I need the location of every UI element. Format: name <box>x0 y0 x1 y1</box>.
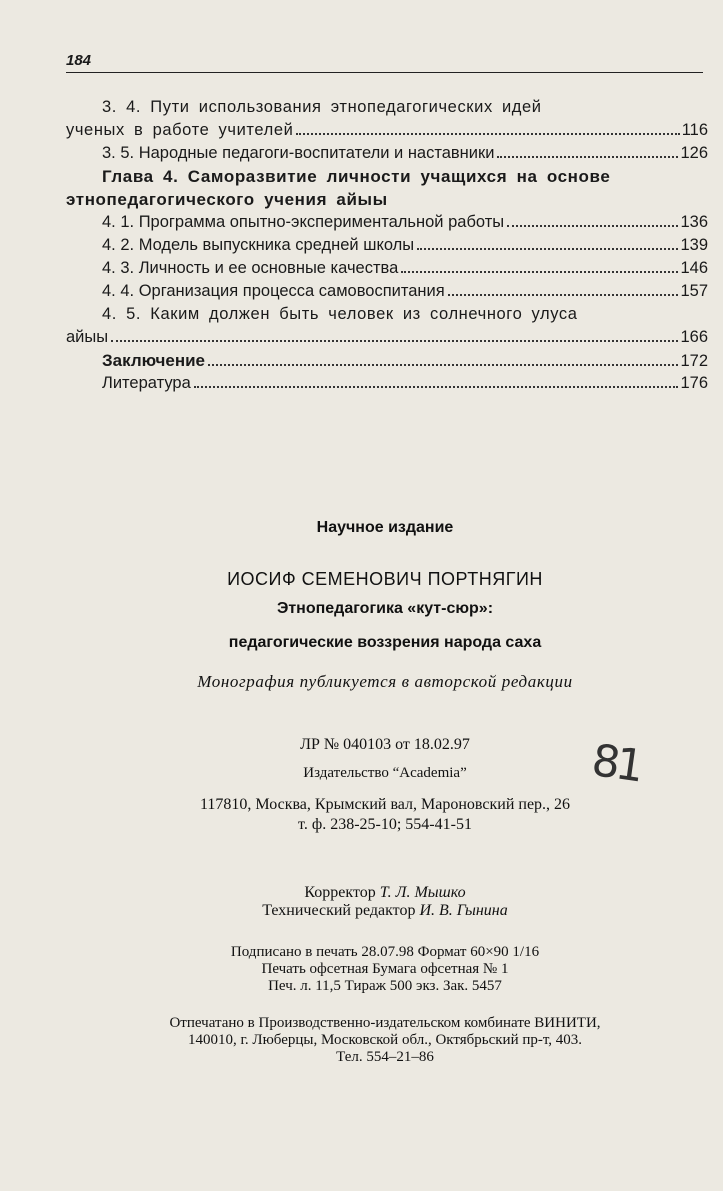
toc-entry-label: 4. 3. Личность и ее основные качества <box>102 259 399 277</box>
printer-line-2: 140010, г. Люберцы, Московской обл., Октябрьский пр-т, 403. <box>187 1032 583 1048</box>
toc-entry-label: 4. 1. Программа опытно-экспериментальной работы <box>102 213 505 231</box>
toc-entry-cont <box>66 326 708 349</box>
tech-editor-label: Технический редактор <box>262 902 416 919</box>
toc-entry-label: 3. 4. Пути использования этнопедагогических идей <box>102 98 542 116</box>
toc-page: 176 <box>680 374 708 392</box>
publisher-name: Издательство “Academia” <box>303 765 467 781</box>
leader-dots <box>448 294 679 296</box>
toc-page: 139 <box>680 236 708 254</box>
toc-entry-label: Заключение <box>102 351 205 370</box>
printer-line-1: Отпечатано в Производственно-издательском комбинате ВИНИТИ, <box>169 1015 601 1031</box>
toc-page: 116 <box>681 121 708 139</box>
leader-dots <box>417 248 678 250</box>
toc-page: 166 <box>680 328 708 346</box>
leader-dots <box>507 225 678 227</box>
toc-entry-label: 4. 2. Модель выпускника средней школы <box>102 236 415 254</box>
toc-page: 146 <box>680 259 708 277</box>
toc-page: 136 <box>680 213 708 231</box>
toc-entry-label: Литература <box>102 374 191 392</box>
toc-entry <box>66 96 708 119</box>
license-number: ЛР № 040103 от 18.02.97 <box>300 736 470 753</box>
toc-entry <box>66 349 708 372</box>
leader-dots <box>401 271 678 273</box>
print-info-3: Печ. л. 11,5 Тираж 500 экз. Зак. 5457 <box>268 978 502 994</box>
toc-chapter-heading <box>66 165 708 188</box>
leader-dots <box>194 386 679 388</box>
printer-phone: Тел. 554–21–86 <box>336 1049 434 1065</box>
toc-entry <box>66 257 708 280</box>
header-rule <box>66 72 703 73</box>
leader-dots <box>497 156 678 158</box>
print-info-2: Печать офсетная Бумага офсетная № 1 <box>261 961 509 977</box>
editorial-note: Монография публикуется в авторской редакции <box>197 672 573 691</box>
toc-entry-label: айыы <box>66 328 109 346</box>
toc-entry <box>66 234 708 257</box>
toc-page: 172 <box>680 352 708 370</box>
toc-entry <box>66 211 708 234</box>
toc-entry <box>66 280 708 303</box>
toc-entry-label: ученых в работе учителей <box>66 121 294 139</box>
toc-entry-label: 4. 5. Каким должен быть человек из солнечного улуса <box>102 305 578 323</box>
print-info-1: Подписано в печать 28.07.98 Формат 60×90 1/16 <box>230 944 540 960</box>
leader-dots <box>296 133 679 135</box>
book-subtitle: педагогические воззрения народа саха <box>228 634 542 651</box>
handwritten-number: 81 <box>588 734 644 793</box>
table-of-contents <box>66 96 708 395</box>
corrector-label: Корректор <box>304 884 376 901</box>
page-number: 184 <box>66 52 92 69</box>
publisher-phones: т. ф. 238-25-10; 554-41-51 <box>298 816 472 833</box>
toc-entry-label: этнопедагогического учения айыы <box>66 190 388 209</box>
toc-entry <box>66 372 708 395</box>
toc-entry-label: Глава 4. Саморазвитие личности учащихся на основе <box>102 167 611 186</box>
leader-dots <box>208 364 678 366</box>
book-title: Этнопедагогика «кут-сюр»: <box>276 600 494 617</box>
toc-entry <box>66 303 708 326</box>
toc-entry-cont <box>66 119 708 142</box>
corrector-name: Т. Л. Мышко <box>379 884 466 901</box>
leader-dots <box>111 340 678 342</box>
toc-entry <box>66 142 708 165</box>
toc-entry-label: 3. 5. Народные педагоги-воспитатели и наставники <box>102 144 495 162</box>
toc-page: 157 <box>680 282 708 300</box>
tech-editor-name: И. В. Гынина <box>419 902 508 919</box>
edition-type: Научное издание <box>316 519 454 536</box>
corrector-line <box>60 884 710 902</box>
imprint-block <box>60 515 710 1066</box>
toc-chapter-heading-cont <box>66 188 708 211</box>
toc-entry-label: 4. 4. Организация процесса самовоспитания <box>102 282 445 300</box>
publisher-address: 117810, Москва, Крымский вал, Мароновский пер., 26 <box>199 796 571 813</box>
tech-editor-line <box>60 902 710 920</box>
author-name: ИОСИФ СЕМЕНОВИЧ ПОРТНЯГИН <box>227 569 543 589</box>
toc-page: 126 <box>680 144 708 162</box>
